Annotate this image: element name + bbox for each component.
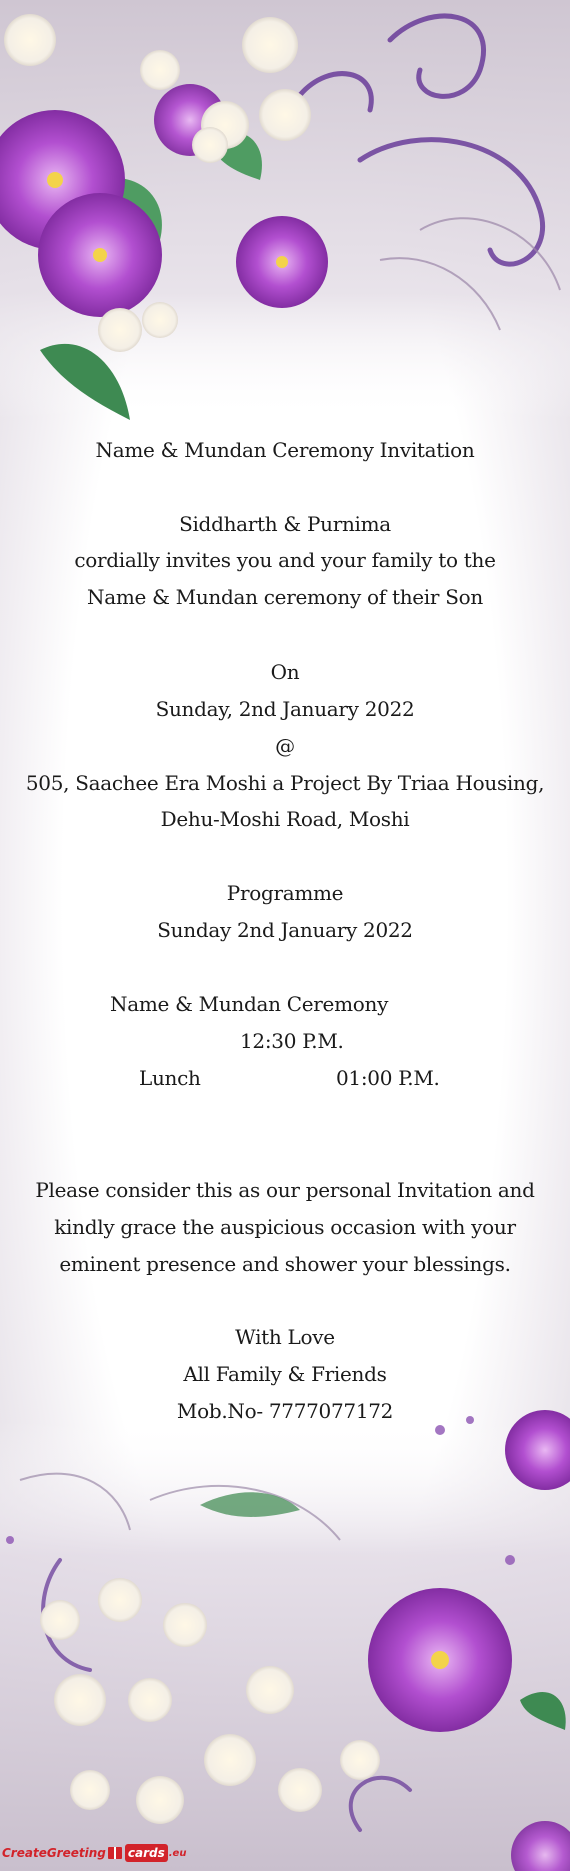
signature-text: All Family & Friends	[183, 1362, 387, 1386]
brand-part-2: cards	[125, 1844, 168, 1862]
brand-logo[interactable]	[2, 1838, 186, 1868]
venue-line-2: Dehu-Moshi Road, Moshi	[160, 807, 410, 831]
top-flower-3	[236, 216, 328, 308]
event-date: Sunday, 2nd January 2022	[155, 697, 415, 721]
brand-part-3: .eu	[168, 1847, 187, 1859]
message-line-3: eminent presence and shower your blessings.	[59, 1252, 511, 1276]
programme-time-2: 01:00 P.M.	[336, 1066, 440, 1090]
invite-line-2: Name & Mundan ceremony of their Son	[87, 585, 483, 609]
at-symbol: @	[275, 734, 295, 758]
brand-part-1: CreateGreeting	[2, 1846, 106, 1860]
programme-date: Sunday 2nd January 2022	[157, 918, 413, 942]
hosts-names: Siddharth & Purnima	[179, 512, 391, 536]
invitation-title: Name & Mundan Ceremony Invitation	[95, 438, 475, 462]
gift-icon	[108, 1847, 122, 1859]
on-label: On	[270, 660, 300, 684]
programme-event-1: Name & Mundan Ceremony	[110, 992, 389, 1016]
closing-text: With Love	[235, 1325, 335, 1349]
programme-label: Programme	[226, 881, 344, 905]
mobile-number: Mob.No- 7777077172	[176, 1399, 394, 1423]
bottom-flower-1	[368, 1588, 512, 1732]
invite-line-1: cordially invites you and your family to the	[74, 548, 496, 572]
message-line-2: kindly grace the auspicious occasion with your	[54, 1215, 516, 1239]
top-flower-2	[38, 193, 162, 317]
venue-line-1: 505, Saachee Era Moshi a Project By Triaa Housing,	[25, 771, 545, 795]
message-line-1: Please consider this as our personal Invitation and	[35, 1178, 535, 1202]
programme-event-2: Lunch	[139, 1066, 201, 1090]
programme-time-1: 12:30 P.M.	[240, 1029, 344, 1053]
